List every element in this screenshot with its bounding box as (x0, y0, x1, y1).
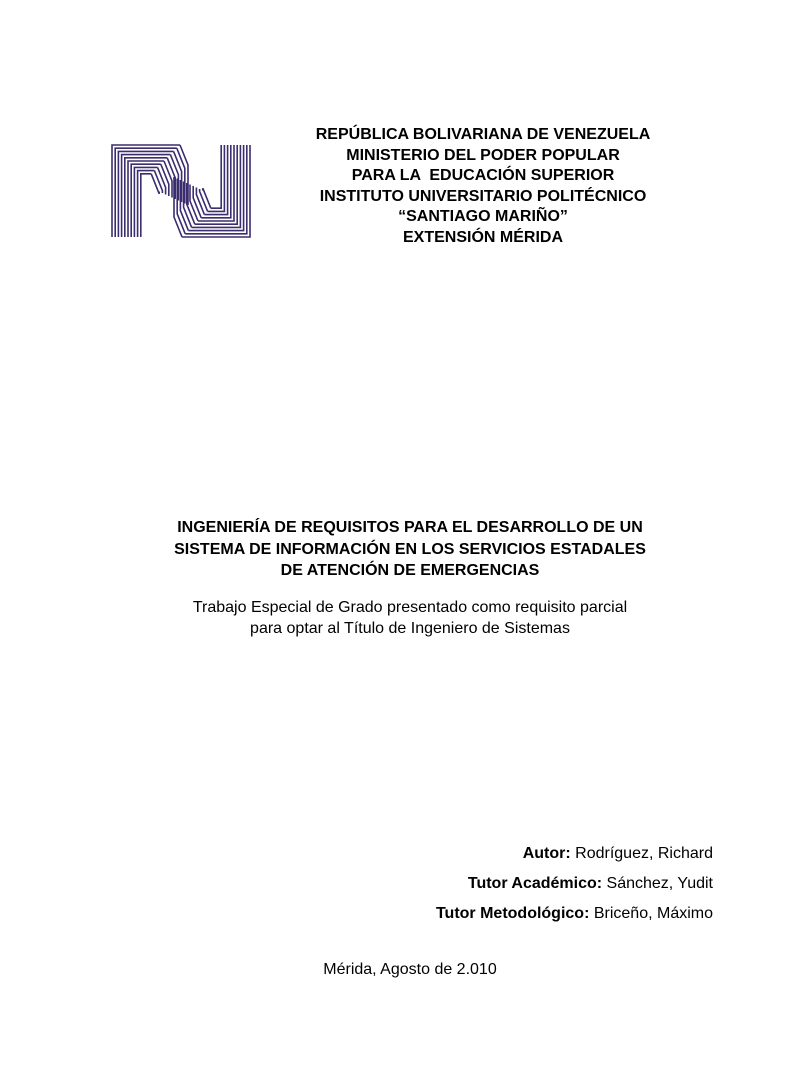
title-line-3: DE ATENCIÓN DE EMERGENCIAS (280, 562, 540, 579)
institution-header (283, 125, 683, 248)
methodological-tutor-line (213, 899, 713, 929)
subtitle-line-1: Trabajo Especial de Grado presentado como requisito parcial (192, 599, 628, 616)
header-line-3: PARA LA EDUCACIÓN SUPERIOR (351, 167, 615, 184)
academic-tutor-line (213, 869, 713, 899)
place-date: Mérida, Agosto de 2.010 (323, 961, 497, 978)
methodological-tutor-value: Briceño, Máximo (589, 905, 713, 922)
academic-tutor-label: Tutor Académico: (467, 875, 603, 892)
title-line-1: INGENIERÍA DE REQUISITOS PARA EL DESARROLLO DE UN (177, 519, 643, 536)
institute-logo-icon (110, 143, 252, 239)
credits-block (213, 839, 713, 929)
author-value: Rodríguez, Richard (570, 845, 713, 862)
author-line (213, 839, 713, 869)
thesis-title (100, 517, 720, 582)
title-line-2: SISTEMA DE INFORMACIÓN EN LOS SERVICIOS ESTADALES (174, 540, 646, 558)
header-line-5: “SANTIAGO MARIÑO” (398, 208, 568, 225)
academic-tutor-value: Sánchez, Yudit (602, 875, 713, 892)
header-line-6: EXTENSIÓN MÉRIDA (402, 228, 563, 246)
header-line-4: INSTITUTO UNIVERSITARIO POLITÉCNICO (319, 187, 647, 205)
author-label: Autor: (522, 845, 571, 862)
methodological-tutor-label: Tutor Metodológico: (435, 905, 590, 922)
header-line-2: MINISTERIO DEL PODER POPULAR (346, 146, 620, 164)
thesis-subtitle (100, 597, 720, 639)
header-line-1: REPÚBLICA BOLIVARIANA DE VENEZUELA (315, 126, 651, 143)
subtitle-line-2: para optar al Título de Ingeniero de Sistemas (250, 620, 570, 637)
